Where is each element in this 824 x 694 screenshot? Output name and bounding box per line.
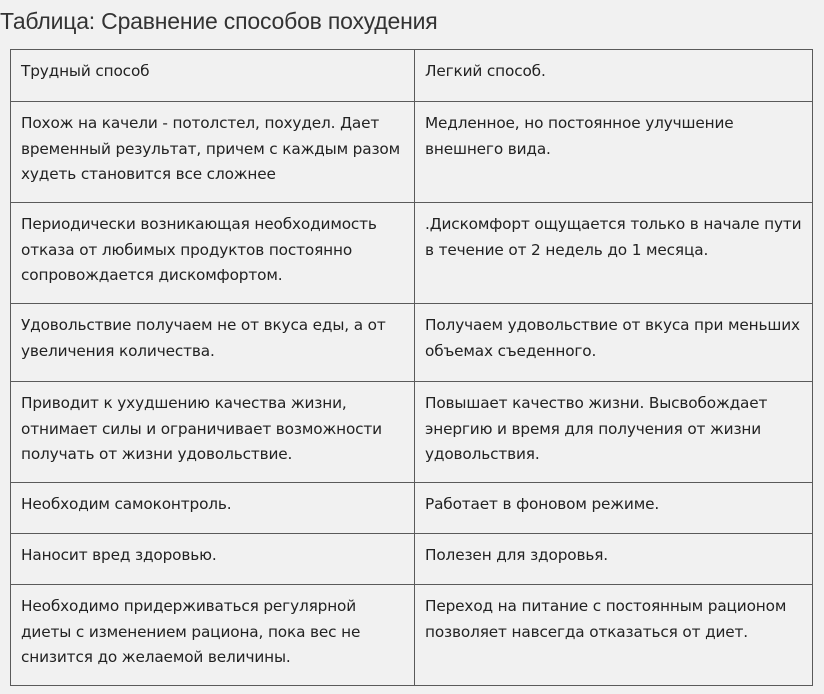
- easy-way-cell: .Дискомфорт ощущается только в начале пути в течение от 2 недель до 1 месяца.: [415, 203, 813, 304]
- hard-way-cell: Удовольствие получаем не от вкуса еды, а от увеличения количества.: [11, 304, 415, 382]
- table-row: [11, 203, 813, 304]
- table-row: [11, 382, 813, 483]
- hard-way-cell: Необходимо придерживаться регулярной диеты с изменением рациона, пока вес не снизится до желаемой величины.: [11, 585, 415, 686]
- easy-way-cell: Получаем удовольствие от вкуса при меньших объемах съеденного.: [415, 304, 813, 382]
- table-row: [11, 585, 813, 686]
- hard-way-cell: Приводит к ухудшению качества жизни, отнимает силы и ограничивает возможности получать от жизни удовольствие.: [11, 382, 415, 483]
- table-header-row: [11, 50, 813, 102]
- hard-way-cell: Похож на качели - потолстел, похудел. Дает временный результат, причем с каждым разом худеть становится все сложнее: [11, 102, 415, 203]
- hard-way-cell: Наносит вред здоровью.: [11, 534, 415, 585]
- hard-way-cell: Периодически возникающая необходимость отказа от любимых продуктов постоянно сопровождается дискомфортом.: [11, 203, 415, 304]
- hard-way-cell: Необходим самоконтроль.: [11, 483, 415, 534]
- table-row: [11, 304, 813, 382]
- table-row: [11, 483, 813, 534]
- easy-way-cell: Повышает качество жизни. Высвобождает энергию и время для получения от жизни удовольствия.: [415, 382, 813, 483]
- header-easy-way: Легкий способ.: [415, 50, 813, 102]
- easy-way-cell: Переход на питание с постоянным рационом позволяет навсегда отказаться от диет.: [415, 585, 813, 686]
- table-caption: Таблица: Сравнение способов похудения: [0, 8, 438, 34]
- header-hard-way: Трудный способ: [11, 50, 415, 102]
- easy-way-cell: Работает в фоновом режиме.: [415, 483, 813, 534]
- comparison-table: [10, 49, 813, 686]
- table-row: [11, 102, 813, 203]
- easy-way-cell: Медленное, но постоянное улучшение внешнего вида.: [415, 102, 813, 203]
- easy-way-cell: Полезен для здоровья.: [415, 534, 813, 585]
- table-row: [11, 534, 813, 585]
